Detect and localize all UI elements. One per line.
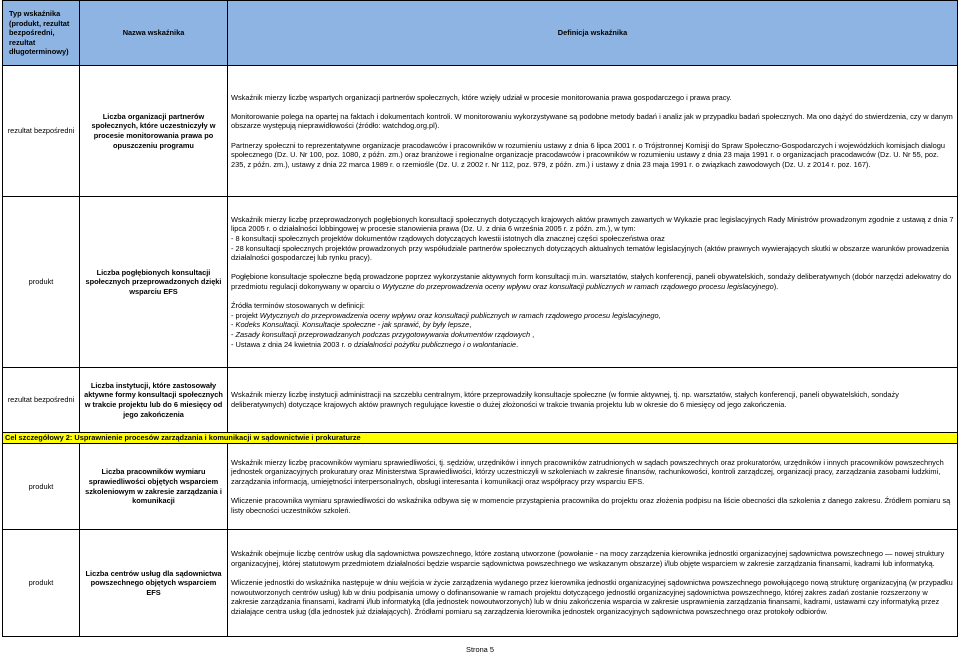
source-item: - Zasady konsultacji przeprowadzanych podczas przygotowywania dokumentów rządowych ,: [231, 329, 535, 339]
table-row: [3, 444, 958, 530]
indicator-definition: [228, 197, 958, 368]
goal-row: [3, 433, 958, 444]
definition-line: - 28 konsultacji społecznych projektów prowadzonych przy współudziale partnerów społecznych dotyczących aktualnych tematów legislacyjnych (aktów prawnych wywierających skutki w obszarze warunków prowadzenia działalności gospodarczej lub rynku pracy).: [231, 243, 950, 263]
indicator-name: Liczba centrów usług dla sądownictwa powszechnego objętych wsparciem EFS: [80, 530, 228, 637]
table-row: [3, 66, 958, 197]
indicator-name: Liczba pogłębionych konsultacji społecznych przeprowadzonych dzięki wsparciu EFS: [80, 197, 228, 368]
definition-paragraph: Monitorowanie polega na opartej na faktach i dokumentach kontroli. W monitorowaniu wykorzystywane są podobne metody badań i analiz jak w przypadku badań społecznych. Ma ono dążyć do stwierdzenia, czy w danym obszarze występują nieprawidłowości (źródło: watchdog.org.pl).: [231, 111, 953, 131]
indicator-type: rezultat bezpośredni: [3, 368, 80, 433]
definition-paragraph: Wliczenie jednostki do wskaźnika następuje w dniu wejścia w życie zarządzenia wydanego przez kierownika jednostki organizacyjnej sądownictwa powszechnego powołującego nową strukturę organizacyjną (w przypadku nowoutworzonych centrów usług) lub w dniu podpisania umowy o dofinansowanie w ramach projektu dotyczącego jednostki organizacyjnej sądownictwa powszechnego, której zakres zadań zostanie rozszerzony w zakresie zarządzania finansami, kadrami i/lub informatyką (dla jednostek nowoutworzonych) lub w dniu zakończenia wsparcia w zakresie usprawnienia zarządzania finansami, kadrami, ustawami czy informatyką przez działające centra usług (dla jednostek już działających). Źródłami pomiaru są zarządzenia kierownika jednostek organizacyjnych sądownictwa powszechnego oraz protokoły odbiorów.: [231, 578, 953, 616]
indicator-definition: [228, 444, 958, 530]
source-item: - Ustawa z dnia 24 kwietnia 2003 r. o działalności pożytku publicznego i o wolontariacie.: [231, 339, 519, 349]
definition-line: - 8 konsultacji społecznych projektów dokumentów rządowych dotyczących kwestii istotnych dla znacznej części społeczeństwa oraz: [231, 234, 665, 244]
header-row: [3, 1, 958, 66]
definition-line: Pogłębione konsultacje społeczne będą prowadzone poprzez wykorzystanie aktywnych form konsultacji m.in. warsztatów, stałych konferencji, paneli obywatelskich, sondaży deliberatywnych (dobór narzędzi adekwatny do przedmiotu regulacji dokonywany w oparciu o Wytyczne do przeprowadzenia oceny wpływu oraz konsultacji publicznych w ramach rządowego procesu legislacyjnego).: [231, 272, 952, 291]
source-item: - Kodeks Konsultacji. Konsultacje społeczne - jak sprawić, by były lepsze,: [231, 320, 472, 330]
indicator-definition: [228, 368, 958, 433]
definition-paragraph: Wskaźnik mierzy liczbę wspartych organizacji partnerów społecznych, które wzięły udział w procesie monitorowania prawa gospodarczego i prawa pracy.: [231, 92, 732, 102]
header-type: Typ wskaźnika (produkt, rezultat bezpośredni, rezultat długoterminowy): [3, 1, 80, 66]
definition-paragraph: Wskaźnik mierzy liczbę instytucji administracji na szczeblu centralnym, które przeprowadziły konsultacje społeczne (w formie aktywnej, tj. np. warsztatów, stałych konferencji, paneli obywatelskich, sondaży deliberatywnych) dotyczące krajowych aktów prawnych regulujące kwestie o dużej złożoności w trakcie trwania projektu lub w okresie do 6 miesięcy od jego zakończenia.: [231, 390, 899, 409]
definition-paragraph: Wskaźnik obejmuje liczbę centrów usług dla sądownictwa powszechnego, które zostaną utworzone (powołanie - na mocy zarządzenia kierownika jednostki organizacyjnej sądownictwa powszechnego — nowej struktury organizacyjnej, której statutowym przedmiotem działalności będzie wsparcie sądownictwa powszechnego we wskazanym obszarze) i/lub objęte wsparciem w zakresie zarządzania finansami, kadrami lub informatyką.: [231, 549, 945, 569]
definition-paragraph: Wskaźnik mierzy liczbę pracowników wymiaru sprawiedliwości, tj. sędziów, urzędników i innych pracowników zatrudnionych w sądach powszechnych oraz prokuratorów, urzędników i innych pracowników powszechnych jednostek organizacyjnych prokuratury oraz Ministerstwa Sprawiedliwości, którzy uczestniczyli w szkoleniach w zakresie finansów, rachunkowości, kontroli zarządczej, organizacji pracy, zarządzania zasobami ludzkimi, zarządzania informacją, umiejętności interpersonalnych, obsługi interesanta i komunikacji oraz współpracy przy wsparciu EFS.: [231, 457, 944, 486]
definition-paragraph: Partnerzy społeczni to reprezentatywne organizacje pracodawców i pracowników w rozumieniu ustawy z dnia 6 lipca 2001 r. o Trójstronnej Komisji do Spraw Społeczno-Gospodarczych i wojewódzkich komisjach dialogu społecznego (Dz. U. Nr 100, poz. 1080, z późn. zm.) oraz branżowe i regionalne organizacje pracodawców i pracowników w rozumieniu ustawy z dnia 23 maja 1991 r. o organizacjach pracodawców (Dz. U. Nr 55, poz. 235, z późn. zm.), ustawy z dnia 22 marca 1989 r. o rzemiośle (Dz. U. z 2002 r. Nr 112, poz. 979, z późn. zm.) i ustawy z dnia 23 maja 1991 r. o związkach zawodowych (Dz. U. z 2014 r. poz. 167).: [231, 140, 945, 169]
source-item: - projekt Wytycznych do przeprowadzenia oceny wpływu oraz konsultacji publicznych w ramach rządowego procesu legislacyjnego,: [231, 310, 661, 320]
table-row: [3, 197, 958, 368]
indicator-type: produkt: [3, 530, 80, 637]
page-number: Strona 5: [466, 645, 494, 654]
indicator-type: rezultat bezpośredni: [3, 66, 80, 197]
indicator-type: produkt: [3, 444, 80, 530]
indicator-definition: [228, 530, 958, 637]
indicator-type: produkt: [3, 197, 80, 368]
definition-line: Wskaźnik mierzy liczbę przeprowadzonych pogłębionych konsultacji społecznych dotyczących krajowych aktów prawnych zawartych w Wykazie prac legislacyjnych Rady Ministrów prowadzonym zgodnie z ustawą z dnia 7 lipca 2005 r. o działalności lobbingowej w procesie stanowienia prawa (Dz. U. z dnia 6 września 2005 r. z późn. zm.), w tym:: [231, 214, 954, 234]
header-name: Nazwa wskaźnika: [80, 1, 228, 66]
goal-heading: Cel szczegółowy 2: Usprawnienie procesów zarządzania i komunikacji w sądownictwie i prokuraturze: [3, 433, 958, 444]
sources-title: Źródła terminów stosowanych w definicji:: [231, 301, 365, 311]
indicator-name: Liczba instytucji, które zastosowały aktywne formy konsultacji społecznych w trakcie projektu lub do 6 miesięcy od jego zakończenia: [80, 368, 228, 433]
table-row: [3, 530, 958, 637]
indicator-name: Liczba organizacji partnerów społecznych, które uczestniczyły w procesie monitorowania prawa po opuszczeniu programu: [80, 66, 228, 197]
definition-paragraph: Wliczenie pracownika wymiaru sprawiedliwości do wskaźnika odbywa się w momencie przystąpienia pracownika do projektu oraz złożenia podpisu na liście obecności dla szkolenia z danego zakresu. Źródłem pomiaru są listy obecności uczestników szkoleń.: [231, 496, 951, 515]
indicator-table: [2, 0, 958, 637]
table-row: [3, 368, 958, 433]
header-definition: Definicja wskaźnika: [228, 1, 958, 66]
indicator-definition: [228, 66, 958, 197]
indicator-name: Liczba pracowników wymiaru sprawiedliwości objętych wsparciem szkoleniowym w zakresie zarządzania i komunikacji: [80, 444, 228, 530]
